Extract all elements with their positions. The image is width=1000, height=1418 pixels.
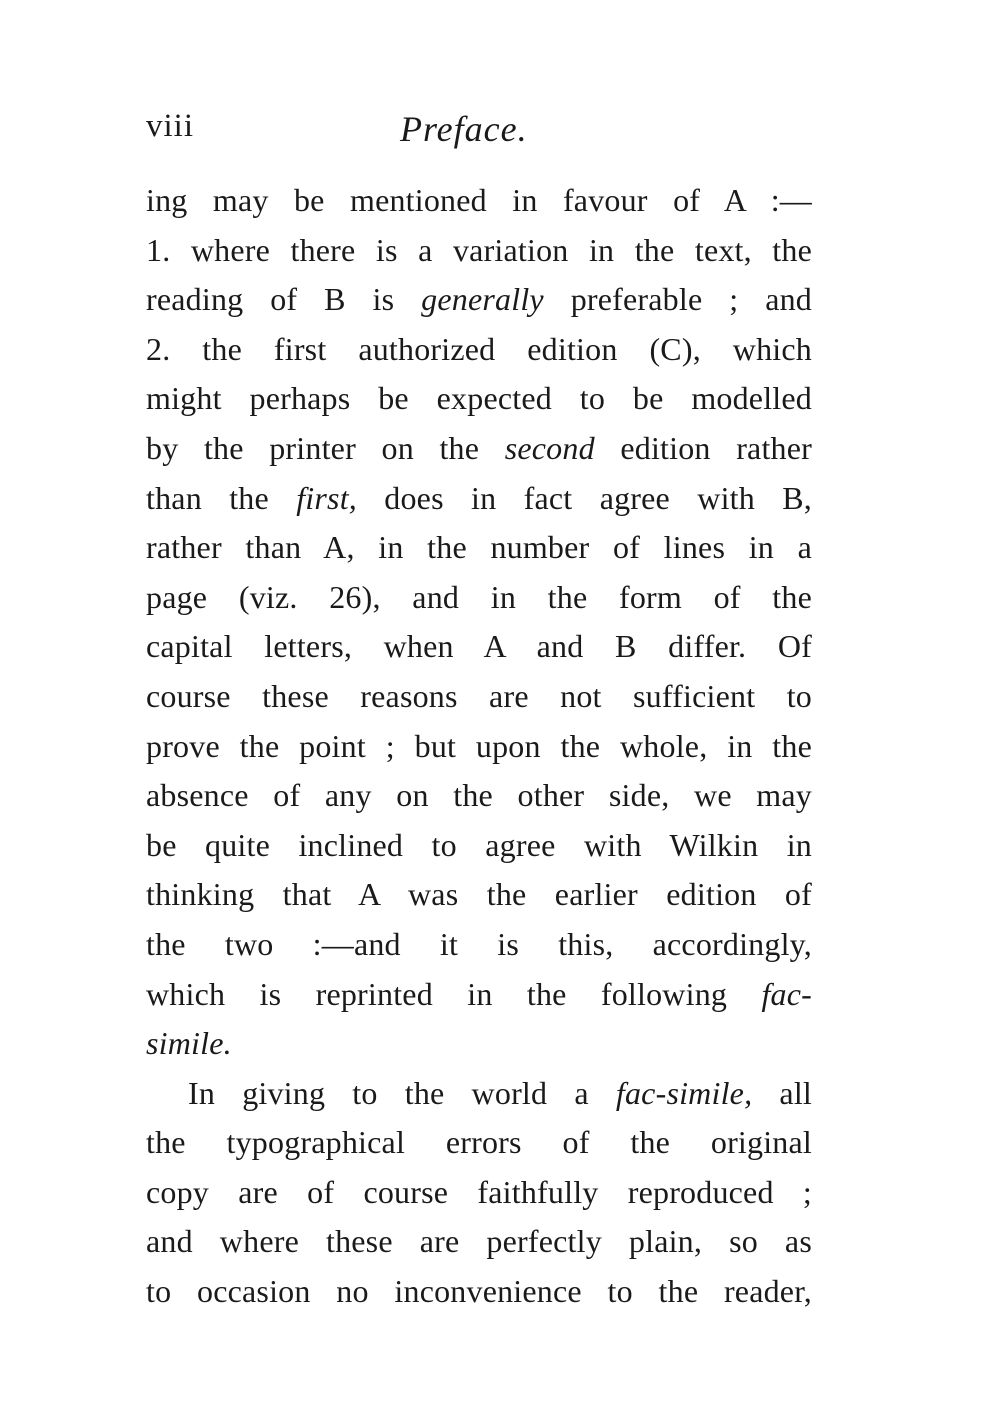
text-line: In giving to the world a fac-simile, all [188,1074,812,1111]
text-line: which is reprinted in the following fac- [146,975,812,1012]
text-line: 1. where there is a variation in the text, the [146,231,812,268]
text-line: ing may be mentioned in favour of A :— [146,182,812,218]
text-line: copy are of course faithfully reproduced ; [146,1173,812,1210]
page-header [146,108,826,158]
text-line: than the first, does in fact agree with B, [146,479,812,516]
italic-emphasis: fac- [761,975,812,1012]
text-line: course these reasons are not sufficient to [146,677,812,714]
text-line: might perhaps be expected to be modelled [146,380,812,417]
italic-emphasis: generally [421,281,544,318]
text-line: be quite inclined to agree with Wilkin in [146,826,812,863]
page-number: viii [146,108,195,144]
text-line: and where these are perfectly plain, so as [146,1223,812,1260]
text-line: prove the point ; but upon the whole, in the [146,727,812,764]
text-line: absence of any on the other side, we may [146,777,812,814]
text-line [146,1019,812,1069]
text-line: rather than A, in the number of lines in a [146,529,812,566]
body-text [146,176,812,1317]
text-line: page (viz. 26), and in the form of the [146,578,812,615]
text-line: thinking that A was the earlier edition of [146,876,812,913]
text-line: capital letters, when A and B differ. Of [146,628,812,665]
italic-emphasis: fac-simile, [615,1074,753,1111]
text-line: the two :—and it is this, accordingly, [146,925,812,962]
text-line: to occasion no inconvenience to the reader, [146,1273,812,1310]
paragraph-2 [146,1069,812,1317]
italic-emphasis: first, [296,479,357,516]
running-title: Preface. [400,109,528,149]
text-line: reading of B is generally preferable ; and [146,281,812,318]
italic-emphasis: second [504,429,595,466]
paragraph-1 [146,176,812,1069]
text-line: the typographical errors of the original [146,1124,812,1161]
italic-emphasis: simile. [146,1025,232,1062]
text-line: 2. the first authorized edition (C), which [146,330,812,367]
text-line: by the printer on the second edition rather [146,429,812,466]
